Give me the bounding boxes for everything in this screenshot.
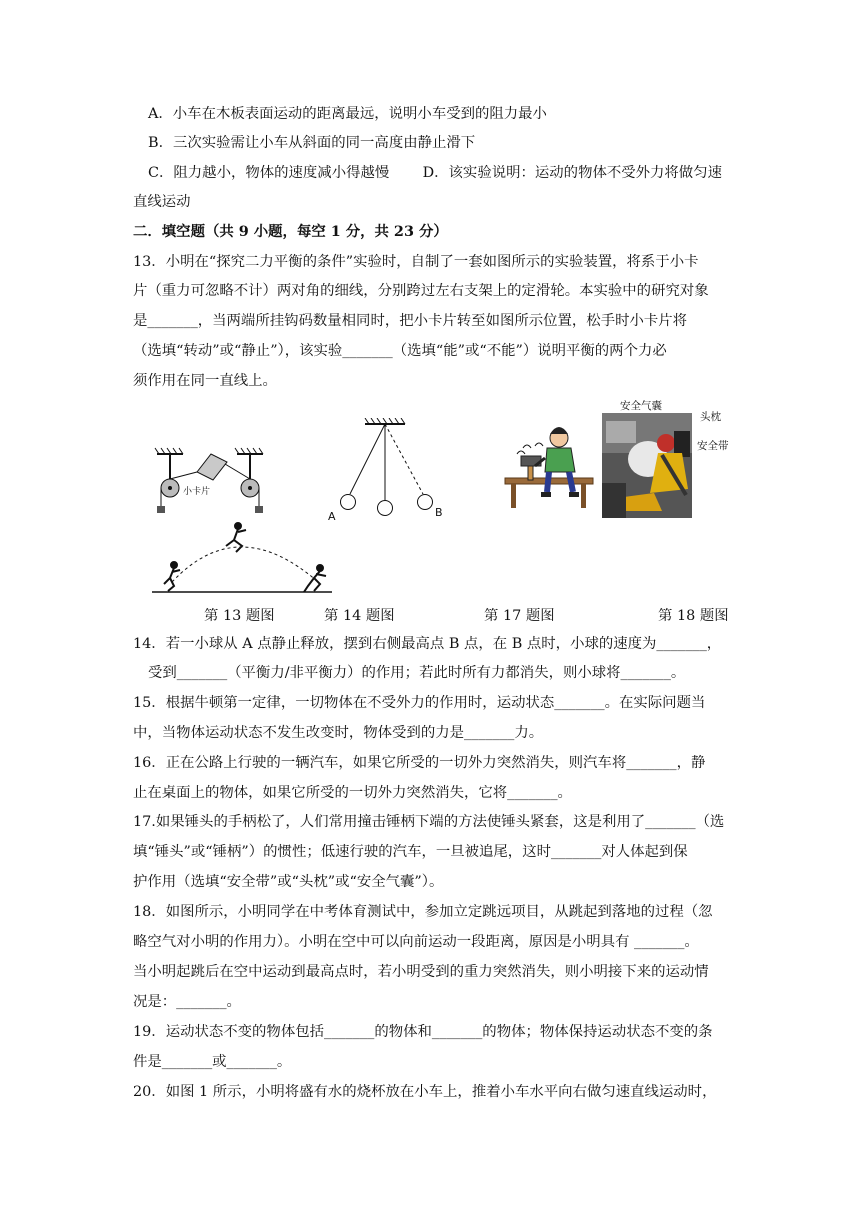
q18-line-4: 况是：_______。	[133, 994, 241, 1010]
q18-line-2: 略空气对小明的作用力）。小明在空中可以向前运动一段距离，原因是小明具有 _______。	[133, 934, 699, 950]
option-c-d: C．阻力越小，物体的速度减小得越慢 D．该实验说明：运动的物体不受外力将做匀速	[148, 165, 722, 181]
pendulum-figure	[325, 418, 445, 524]
caption-fig-14: 第 14 题图	[324, 608, 395, 624]
headrest-label: 头枕	[700, 411, 721, 423]
hammer-figure	[503, 420, 595, 512]
q19-line-1: 19．运动状态不变的物体包括_______的物体和_______的物体；物体保持运动状态不变的条	[133, 1024, 713, 1040]
q16-line-2: 止在桌面上的物体，如果它所受的一切外力突然消失，它将_______。	[133, 785, 572, 801]
section-title: 二．填空题（共 9 小题，每空 1 分，共 23 分）	[133, 223, 448, 240]
pendulum-point-b: B	[435, 506, 443, 519]
q18-line-1: 18．如图所示，小明同学在中考体育测试中，参加立定跳远项目，从跳起到落地的过程（忽	[133, 904, 713, 920]
q13-line-4: （选填“转动”或“静止”），该实验_______（选填“能”或“不能”）说明平衡的两个力必	[133, 343, 667, 359]
q19-line-2: 件是_______或_______。	[133, 1054, 292, 1070]
long-jump-figure	[150, 520, 335, 595]
option-b: B．三次实验需让小车从斜面的同一高度由静止滑下	[148, 135, 476, 151]
q17-line-1: 17.如果锤头的手柄松了，人们常用撞击锤柄下端的方法使锤头紧套，这是利用了_______（选	[133, 814, 725, 830]
caption-fig-17: 第 17 题图	[484, 608, 555, 624]
q13-line-1: 13．小明在“探究二力平衡的条件”实验时，自制了一套如图所示的实验装置，将系于小卡	[133, 254, 699, 270]
card-pulley-figure	[145, 440, 275, 520]
pendulum-point-a: A	[328, 510, 336, 523]
q13-line-3: 是_______，当两端所挂钩码数量相同时，把小卡片转至如图所示位置，松手时小卡片将	[133, 313, 688, 329]
airbag-label: 安全气囊	[620, 400, 662, 412]
q20-line-1: 20．如图 1 所示，小明将盛有水的烧杯放在小车上，推着小车水平向右做匀速直线运动时，	[133, 1084, 717, 1100]
q13-line-5: 须作用在同一直线上。	[133, 373, 277, 389]
q17-line-3: 护作用（选填“安全带”或“头枕”或“安全气囊”）。	[133, 874, 444, 890]
card-label: 小卡片	[183, 487, 211, 497]
caption-fig-18: 第 18 题图	[658, 608, 729, 624]
q15-line-1: 15．根据牛顿第一定律，一切物体在不受外力的作用时，运动状态_______。在实际问题当	[133, 695, 706, 711]
q15-line-2: 中，当物体运动状态不发生改变时，物体受到的力是_______力。	[133, 725, 544, 741]
option-a: A．小车在木板表面运动的距离最远，说明小车受到的阻力最小	[148, 106, 547, 122]
q18-line-3: 当小明起跳后在空中运动到最高点时，若小明受到的重力突然消失，则小明接下来的运动情	[133, 964, 709, 980]
q16-line-1: 16．正在公路上行驶的一辆汽车，如果它所受的一切外力突然消失，则汽车将_______，静	[133, 755, 706, 771]
option-d-continued: 直线运动	[133, 194, 191, 210]
q14-line-2: 受到_______（平衡力/非平衡力）的作用；若此时所有力都消失，则小球将_______。	[148, 665, 686, 681]
q13-line-2: 片（重力可忽略不计）两对角的细线，分别跨过左右支架上的定滑轮。本实验中的研究对象	[133, 283, 709, 299]
q17-line-2: 填“锤头”或“锤柄”）的惯性；低速行驶的汽车，一旦被追尾，这时_______对人体起到保	[133, 844, 688, 860]
caption-fig-13: 第 13 题图	[204, 608, 275, 624]
q14-line-1: 14．若一小球从 A 点静止释放，摆到右侧最高点 B 点，在 B 点时，小球的速度为_______，	[133, 636, 722, 652]
seatbelt-label: 安全带	[697, 440, 729, 452]
car-safety-photo	[602, 413, 692, 518]
